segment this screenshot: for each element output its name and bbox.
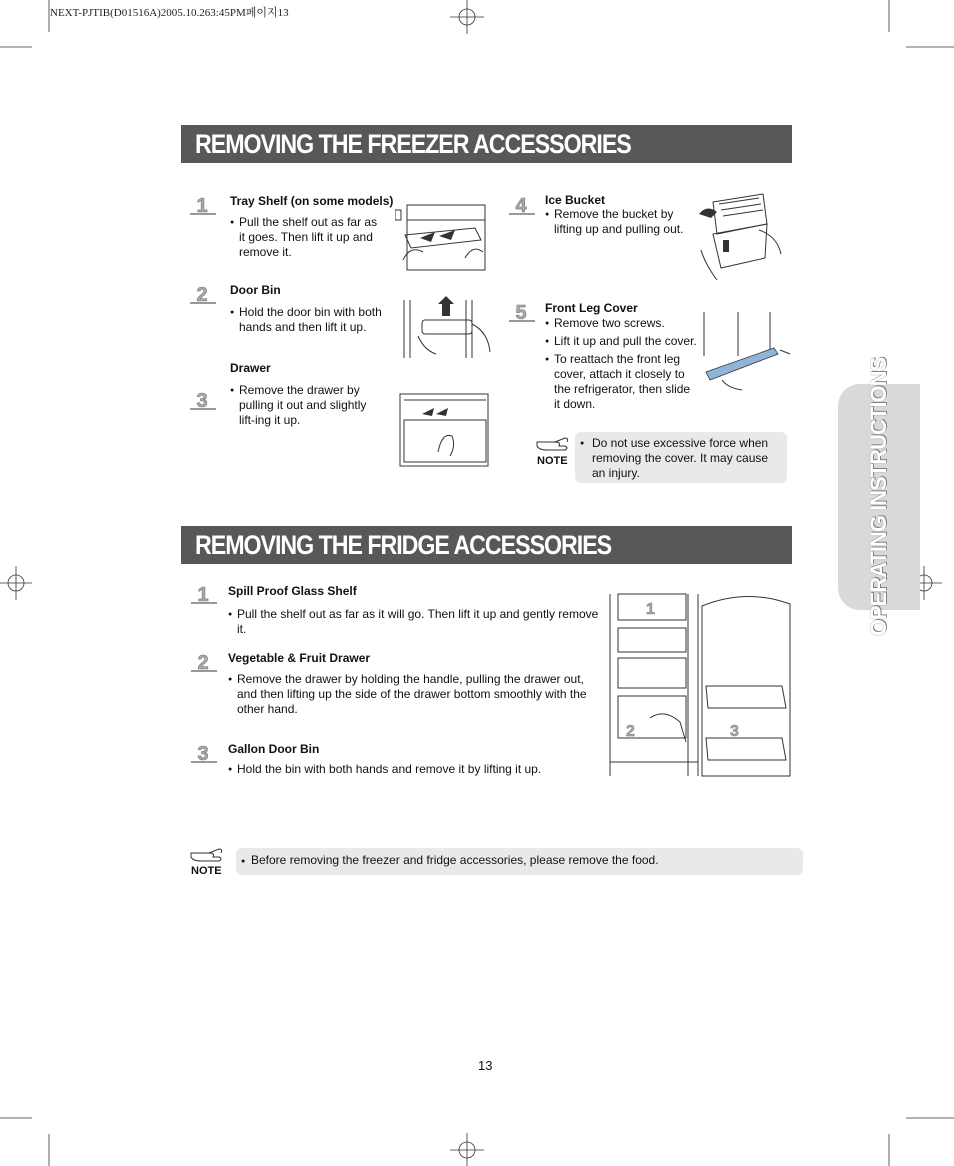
step-number-1 bbox=[188, 194, 216, 218]
drawer-illustration bbox=[396, 392, 491, 470]
svg-text:5: 5 bbox=[515, 302, 527, 324]
glass-shelf-text: ● Pull the shelf out as far as it will go. Then lift it up and gently remove it. bbox=[228, 607, 608, 640]
gallon-bin-heading: Gallon Door Bin bbox=[228, 742, 320, 756]
glass-shelf-heading: Spill Proof Glass Shelf bbox=[228, 584, 357, 598]
print-slug: NEXT-PJTIB(D01516A)2005.10.263:45PM페이지13 bbox=[50, 7, 289, 19]
drawer-heading: Drawer bbox=[230, 361, 271, 375]
step-number-4 bbox=[507, 194, 535, 218]
svg-text:2: 2 bbox=[197, 652, 209, 674]
fridge-step-number-1 bbox=[189, 583, 217, 607]
freezer-note-label: NOTE bbox=[537, 455, 568, 467]
gallon-bin-text: ● Hold the bin with both hands and remove it by lifting it up. bbox=[228, 762, 608, 780]
ice-bucket-illustration bbox=[693, 190, 795, 282]
leg-cover-illustration bbox=[698, 310, 794, 394]
figure-label-2: 2 bbox=[626, 723, 635, 740]
step-number-5 bbox=[507, 301, 535, 325]
freezer-note-text: Do not use excessive force when removing the cover. It may cause an injury. bbox=[592, 436, 769, 480]
ice-bucket-heading: Ice Bucket bbox=[545, 193, 606, 207]
freezer-section-title: REMOVING THE FREEZER ACCESSORIES bbox=[181, 125, 792, 163]
svg-text:2: 2 bbox=[196, 284, 208, 306]
side-tab bbox=[838, 357, 920, 637]
tray-shelf-heading: Tray Shelf (on some models) bbox=[230, 194, 394, 208]
step-number-3 bbox=[188, 389, 216, 413]
svg-text:1: 1 bbox=[196, 195, 208, 217]
figure-label-3: 3 bbox=[730, 723, 739, 740]
vegetable-drawer-text: ● Remove the drawer by holding the handle, pulling the drawer out, and then lifting up the side of the drawer bottom smoothly with the other hand. bbox=[228, 672, 604, 720]
vegetable-drawer-heading: Vegetable & Fruit Drawer bbox=[228, 651, 371, 665]
figure-label-1: 1 bbox=[646, 601, 655, 618]
leg-cover-heading: Front Leg Cover bbox=[545, 301, 638, 315]
step-number-2 bbox=[188, 283, 216, 307]
page-number: 13 bbox=[478, 1058, 493, 1073]
bottom-note: ● Before removing the freezer and fridge accessories, please remove the food. bbox=[236, 848, 803, 875]
fridge-section-title: REMOVING THE FRIDGE ACCESSORIES bbox=[181, 526, 792, 564]
svg-text:3: 3 bbox=[197, 743, 209, 765]
side-tab-label: OPERATING INSTRUCTIONS bbox=[866, 357, 891, 637]
bottom-note-hand-icon bbox=[189, 843, 227, 865]
door-bin-illustration bbox=[400, 296, 492, 360]
svg-text:3: 3 bbox=[196, 390, 208, 412]
ice-bucket-text: ● Remove the bucket by lifting up and pulling out. bbox=[545, 207, 685, 240]
note-hand-icon bbox=[535, 432, 573, 454]
svg-text:1: 1 bbox=[197, 584, 209, 606]
tray-shelf-text: ● Pull the shelf out as far as it goes. Then lift it up and remove it. bbox=[230, 215, 382, 263]
drawer-text: ● Remove the drawer by pulling it out and slightly lift-ing it up. bbox=[230, 383, 385, 431]
fridge-step-number-3 bbox=[189, 742, 217, 766]
bottom-note-text: Before removing the freezer and fridge accessories, please remove the food. bbox=[251, 853, 659, 867]
fridge-step-number-2 bbox=[189, 651, 217, 675]
freezer-note: ● Do not use excessive force when removing the cover. It may cause an injury. bbox=[575, 432, 787, 483]
svg-text:4: 4 bbox=[515, 195, 527, 217]
door-bin-text: ● Hold the door bin with both hands and then lift it up. bbox=[230, 305, 390, 338]
bottom-note-label: NOTE bbox=[191, 865, 222, 877]
tray-shelf-illustration bbox=[395, 200, 490, 272]
leg-cover-text: ● Remove two screws. ● Lift it up and pull the cover. ● To reattach the front leg cover, attach it closely to the refrigerator, then slide it down. bbox=[545, 316, 697, 415]
fridge-illustration bbox=[606, 592, 792, 778]
door-bin-heading: Door Bin bbox=[230, 283, 281, 297]
